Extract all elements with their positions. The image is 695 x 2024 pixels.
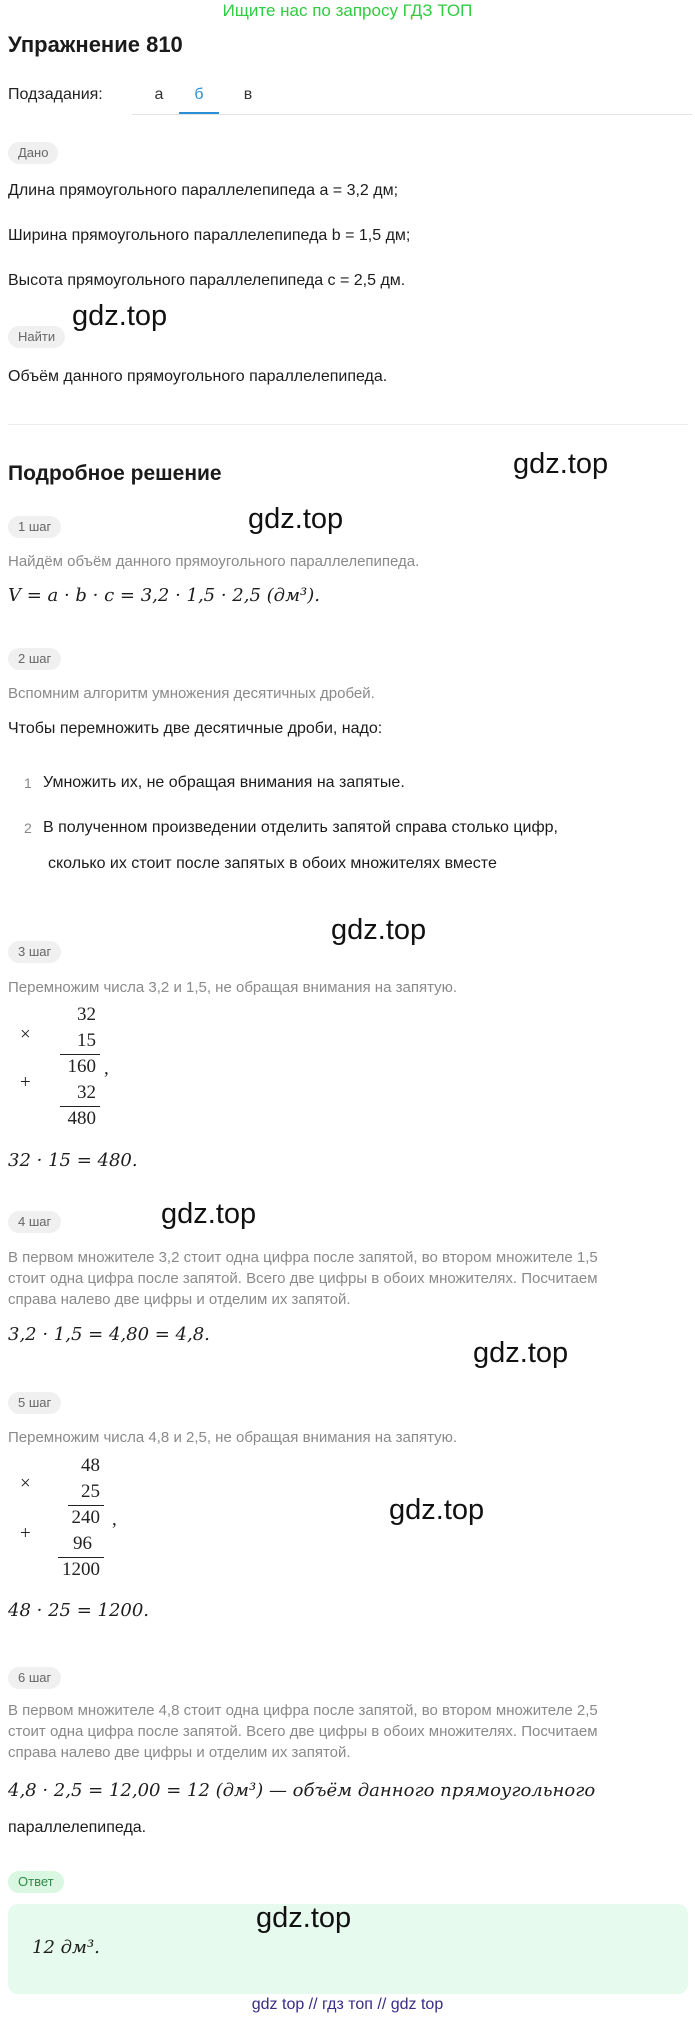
top-banner[interactable]: Ищите нас по запросу ГДЗ ТОП: [222, 1, 473, 20]
step-4-note: В первом множителе 3,2 стоит одна цифра после запятой, во втором множителе 1,5: [8, 1249, 598, 1266]
footer-links[interactable]: gdz top // гдз топ // gdz top: [251, 1996, 444, 2013]
step-3-note: Перемножим числа 3,2 и 1,5, не обращая внимания на запятую.: [8, 979, 458, 996]
given-chip: Дано: [8, 142, 58, 164]
column-row: 25: [81, 1481, 100, 1502]
find-chip: Найти: [8, 326, 65, 348]
step-2-chip: 2 шаг: [8, 648, 61, 670]
step-6-result: 4,8 · 2,5 = 12,00 = 12 (дм³) — объём данного прямоугольного: [8, 1780, 596, 1801]
column-row: 1200: [62, 1559, 100, 1580]
watermark: gdz.top: [72, 300, 168, 332]
plus-sign: +: [20, 1072, 31, 1093]
column-row: 240: [71, 1507, 100, 1528]
given-width: Ширина прямоугольного параллелепипеда b = 1,5 дм;: [8, 227, 411, 244]
given-height: Высота прямоугольного параллелепипеда c = 2,5 дм.: [8, 272, 406, 289]
step-6-note: В первом множителе 4,8 стоит одна цифра после запятой, во втором множителе 2,5: [8, 1702, 598, 1719]
answer-text: 12 дм³.: [32, 1937, 100, 1958]
column-line: [60, 1106, 100, 1107]
list-item: Умножить их, не обращая внимания на запятые.: [43, 774, 405, 791]
step-3-result: 32 · 15 = 480.: [8, 1150, 138, 1171]
tabs-divider: [132, 114, 692, 115]
given-length: Длина прямоугольного параллелепипеда a = 3,2 дм;: [8, 182, 399, 199]
page-title: Упражнение 810: [8, 32, 183, 57]
step-1-formula: V = a · b · c = 3,2 · 1,5 · 2,5 (дм³).: [8, 585, 320, 606]
column-multiplication-2: [8, 1455, 148, 1585]
step-6-note: стоит одна цифра после запятой. Всего две цифры в обоих множителях. Посчитаем: [8, 1723, 598, 1740]
answer-chip: Ответ: [8, 1871, 64, 1893]
find-text: Объём данного прямоугольного параллелепипеда.: [8, 368, 388, 385]
step-4-result: 3,2 · 1,5 = 4,80 = 4,8.: [8, 1324, 210, 1345]
column-row: 480: [67, 1108, 96, 1129]
column-multiplication-1: [8, 1004, 148, 1134]
tab-v[interactable]: в: [243, 86, 253, 103]
subtasks-label: Подзадания:: [8, 86, 103, 103]
watermark: gdz.top: [513, 448, 609, 480]
tab-b[interactable]: б: [194, 86, 204, 103]
solution-title: Подробное решение: [8, 462, 222, 485]
step-6-note: справа налево две цифры и отделим их запятой.: [8, 1744, 351, 1761]
watermark: gdz.top: [389, 1494, 485, 1526]
step-6-chip: 6 шаг: [8, 1667, 61, 1689]
column-row: 96: [73, 1533, 92, 1554]
step-5-chip: 5 шаг: [8, 1392, 61, 1414]
watermark: gdz.top: [248, 503, 344, 535]
step-6-result-continued: параллелепипеда.: [8, 1819, 147, 1836]
times-sign: ×: [20, 1024, 31, 1045]
list-number: 2: [24, 820, 32, 836]
divider: [8, 424, 688, 425]
list-number: 1: [24, 775, 32, 791]
step-4-chip: 4 шаг: [8, 1211, 61, 1233]
list-item-continued: сколько их стоит после запятых в обоих множителях вместе: [48, 855, 497, 872]
watermark: gdz.top: [331, 914, 427, 946]
column-line: [60, 1054, 100, 1055]
step-5-note: Перемножим числа 4,8 и 2,5, не обращая внимания на запятую.: [8, 1429, 458, 1446]
column-row: 32: [77, 1082, 96, 1103]
step-1-note: Найдём объём данного прямоугольного параллелепипеда.: [8, 553, 420, 570]
step-2-intro: Чтобы перемножить две десятичные дроби, надо:: [8, 720, 383, 737]
step-5-result: 48 · 25 = 1200.: [8, 1600, 150, 1621]
tab-a[interactable]: а: [154, 86, 164, 103]
column-row: 160: [67, 1056, 96, 1077]
column-line: [68, 1505, 104, 1506]
column-comma: ,: [112, 1509, 117, 1530]
step-1-chip: 1 шаг: [8, 516, 61, 538]
subtask-tabs: [8, 84, 688, 118]
list-item: В полученном произведении отделить запятой справа столько цифр,: [43, 819, 558, 836]
active-tab-indicator: [179, 112, 219, 114]
watermark: gdz.top: [161, 1198, 257, 1230]
watermark: gdz.top: [256, 1902, 352, 1934]
plus-sign: +: [20, 1523, 31, 1544]
step-4-note: стоит одна цифра после запятой. Всего две цифры в обоих множителях. Посчитаем: [8, 1270, 598, 1287]
column-line: [58, 1557, 104, 1558]
step-4-note: справа налево две цифры и отделим их запятой.: [8, 1291, 351, 1308]
step-3-chip: 3 шаг: [8, 941, 61, 963]
watermark: gdz.top: [473, 1337, 569, 1369]
step-2-note: Вспомним алгоритм умножения десятичных дробей.: [8, 685, 375, 702]
times-sign: ×: [20, 1473, 31, 1494]
column-row: 32: [77, 1004, 96, 1025]
column-row: 48: [81, 1455, 100, 1476]
column-comma: ,: [104, 1058, 109, 1079]
column-row: 15: [77, 1030, 96, 1051]
